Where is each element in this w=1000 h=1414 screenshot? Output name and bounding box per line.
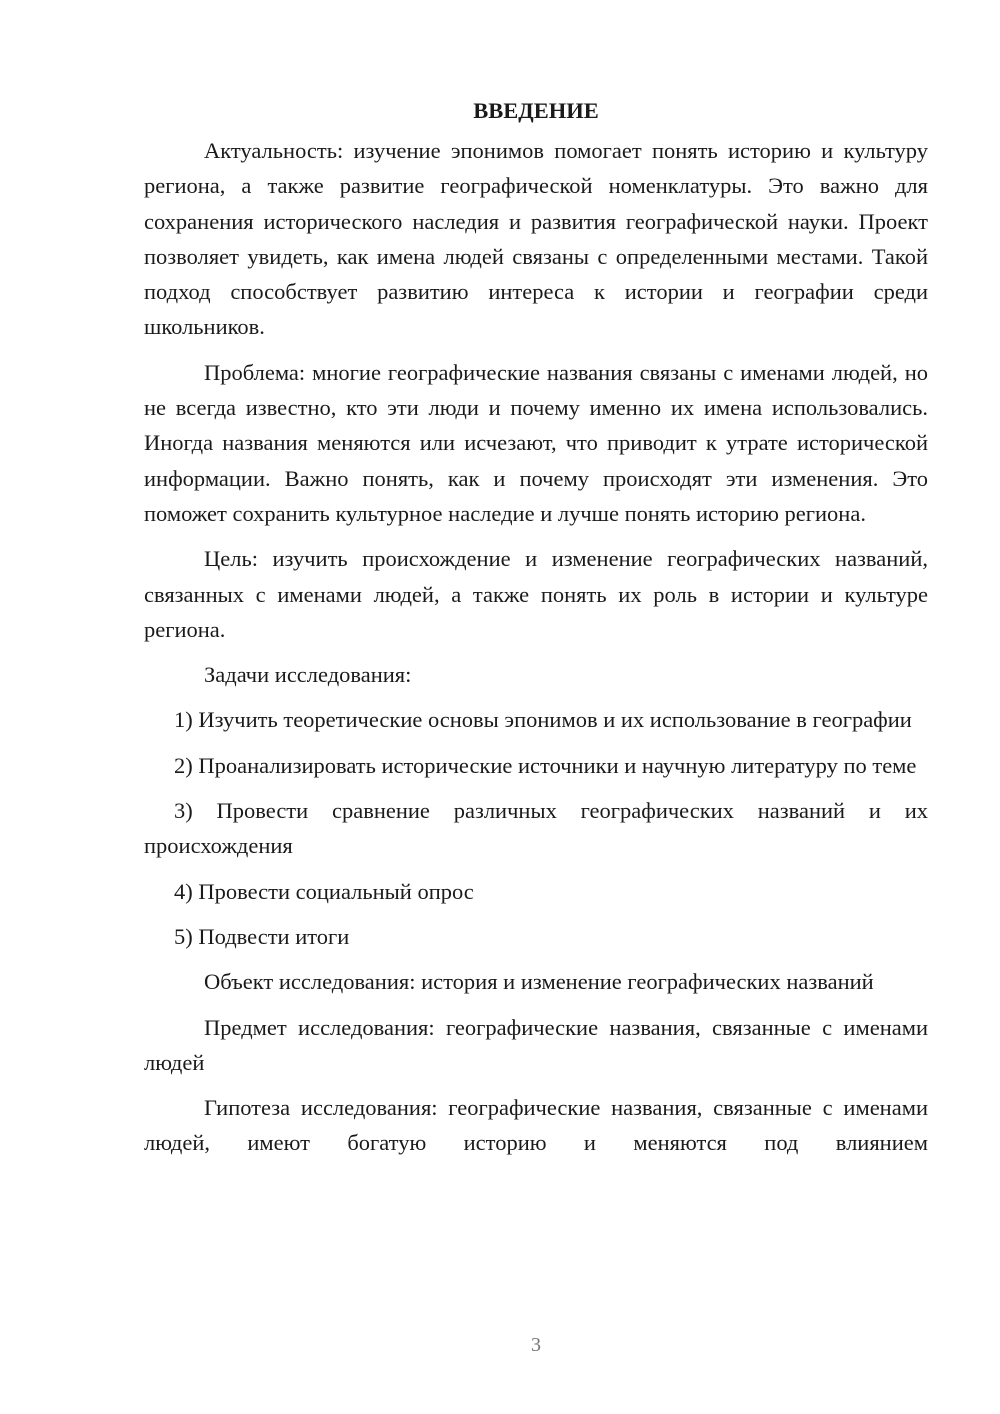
subject-paragraph: Предмет исследования: географические названия, связанные с именами людей xyxy=(144,1014,928,1075)
task-item-3: 3) Провести сравнение различных географических названий и их происхождения xyxy=(144,798,928,859)
tasks-heading: Задачи исследования: xyxy=(204,662,412,688)
problem-paragraph: Проблема: многие географические названия связаны с именами людей, но не всегда известно, кто эти люди и почему именно их имена использовались. Иногда названия меняются или исчезают, что приводит к утрате исторической информации. Важно понять, как и почему происходят эти изменения. Это поможет сохранить культурное наследие и лучше понять историю региона. xyxy=(144,359,928,526)
task-item-1: 1) Изучить теоретические основы эпонимов и их использование в географии xyxy=(174,707,912,733)
page-number: 3 xyxy=(531,1334,541,1356)
task-item-2: 2) Проанализировать исторические источники и научную литературу по теме xyxy=(174,752,917,778)
object-paragraph: Объект исследования: история и изменение географических названий xyxy=(204,969,874,995)
task-item-4: 4) Провести социальный опрос xyxy=(174,878,474,904)
goal-paragraph: Цель: изучить происхождение и изменение географических названий, связанных с именами людей, а также понять их роль в истории и культуре региона. xyxy=(144,546,928,642)
page-title: ВВЕДЕНИЕ xyxy=(473,98,599,123)
hypothesis-paragraph: Гипотеза исследования: географические названия, связанные с именами людей, имеют богатую историю и меняются под влиянием xyxy=(144,1095,928,1156)
page-content xyxy=(144,93,928,1161)
task-item-5: 5) Подвести итоги xyxy=(174,923,350,949)
relevance-paragraph: Актуальность: изучение эпонимов помогает понять историю и культуру региона, а также развитие географической номенклатуры. Это важно для сохранения исторического наследия и развития географической науки. Проект позволяет увидеть, как имена людей связаны с определенными местами. Такой подход способствует развитию интереса к истории и географии среди школьников. xyxy=(144,138,928,340)
